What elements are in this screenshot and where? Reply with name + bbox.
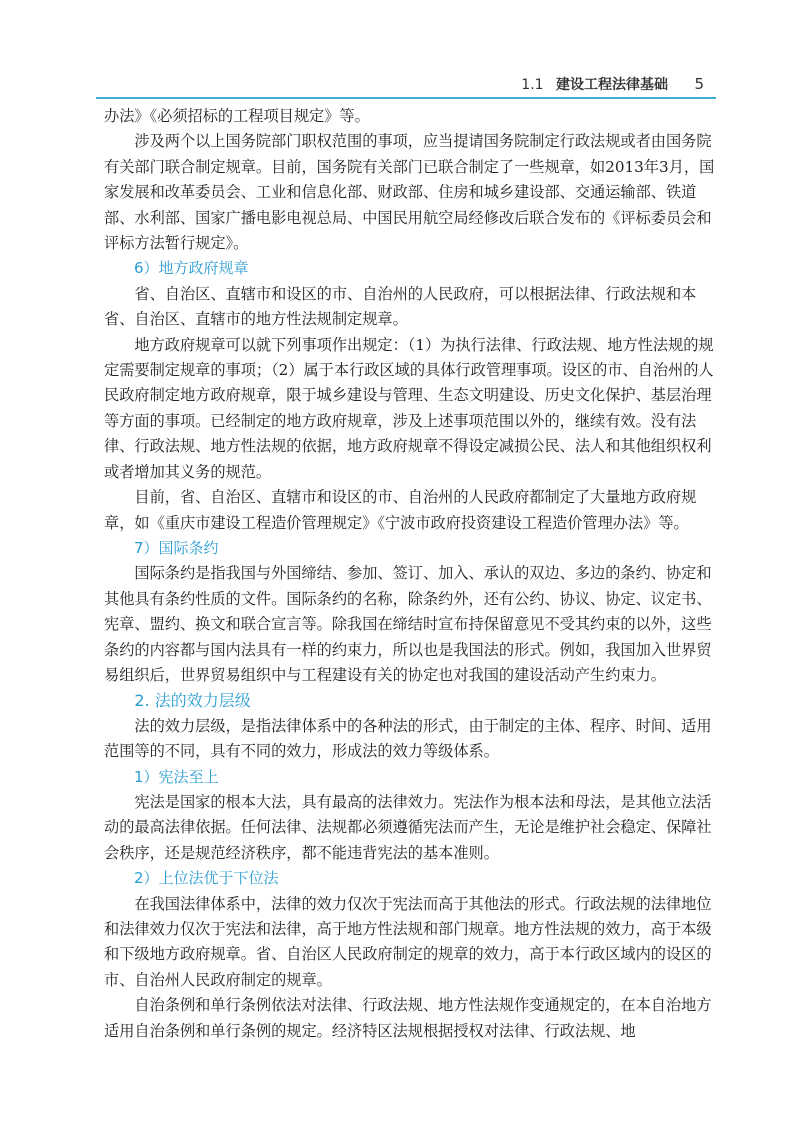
chapter-title: 建设工程法律基础 (556, 77, 668, 93)
paragraph: 办法》《必须招标的工程项目规定》等。 (104, 107, 370, 125)
paragraph: 涉及两个以上国务院部门职权范围的事项，应当提请国务院制定行政法规或者由国务院有关部门联合制定规章。目前，国务院有关部门已联合制定了一些规章，如2013年3月，国家发展和改革委员会、工业和信息化部、财政部、住房和城乡建设部、交通运输部、铁道部、水利部、国家广播电影电视总局、中国民用航空局经修改后联合发布的《评标委员会和评标方法暂行规定》。 (104, 132, 715, 253)
section-heading: 7）国际条约 (134, 538, 219, 557)
section-heading: 2）上位法优于下位法 (134, 869, 279, 888)
header-divider (96, 97, 716, 99)
paragraph: 目前，省、自治区、直辖市和设区的市、自治州的人民政府都制定了大量地方政府规章，如《重庆市建设工程造价管理规定》《宁波市政府投资建设工程造价管理办法》等。 (104, 488, 697, 532)
paragraph: 国际条约是指我国与外国缔结、参加、签订、加入、承认的双边、多边的条约、协定和其他具有条约性质的文件。国际条约的名称，除条约外，还有公约、协议、协定、议定书、宪章、盟约、换文和联合宣言等。除我国在缔结时宣布持保留意见不受其约束的以外，这些条约的内容都与国内法具有一样的约束力，所以也是我国法的形式。例如，我国加入世界贸易组织后，世界贸易组织中与工程建设有关的协定也对我国的建设活动产生约束力。 (104, 564, 712, 684)
paragraph: 地方政府规章可以就下列事项作出规定：（1）为执行法律、行政法规、地方性法规的规定需要制定规章的事项；（2）属于本行政区域的具体行政管理事项。设区的市、自治州的人民政府制定地方政府规章，限于城乡建设与管理、生态文明建设、历史文化保护、基层治理等方面的事项。已经制定的地方政府规章，涉及上述事项范围以外的，继续有效。没有法律、行政法规、地方性法规的依据，地方政府规章不得设定减损公民、法人和其他组织权利或者增加其义务的规范。 (104, 335, 714, 481)
paragraph: 自治条例和单行条例依法对法律、行政法规、地方性法规作变通规定的，在本自治地方适用自治条例和单行条例的规定。经济特区法规根据授权对法律、行政法规、地 (104, 996, 712, 1040)
section-heading: 1）宪法至上 (134, 767, 219, 786)
section-heading: 6）地方政府规章 (134, 259, 249, 278)
page-body (104, 104, 716, 1044)
running-header (521, 74, 704, 94)
page-number: 5 (694, 75, 704, 93)
paragraph: 法的效力层级，是指法律体系中的各种法的形式，由于制定的主体、程序、时间、适用范围等的不同，具有不同的效力，形成法的效力等级体系。 (104, 716, 712, 761)
paragraph: 宪法是国家的根本大法，具有最高的法律效力。宪法作为根本法和母法，是其他立法活动的最高法律依据。任何法律、法规都必须遵循宪法而产生，无论是维护社会稳定、保障社会秩序，还是规范经济秩序，都不能违背宪法的基本准则。 (104, 792, 712, 862)
section-number: 1.1 (521, 77, 544, 93)
section-heading: 2. 法的效力层级 (134, 691, 251, 711)
paragraph: 在我国法律体系中，法律的效力仅次于宪法而高于其他法的形式。行政法规的法律地位和法律效力仅次于宪法和法律，高于地方性法规和部门规章。地方性法规的效力，高于本级和下级地方政府规章。省、自治区人民政府制定的规章的效力，高于本行政区域内的设区的市、自治州人民政府制定的规章。 (104, 894, 712, 989)
paragraph: 省、自治区、直辖市和设区的市、自治州的人民政府，可以根据法律、行政法规和本省、自治区、直辖市的地方性法规制定规章。 (104, 284, 697, 329)
